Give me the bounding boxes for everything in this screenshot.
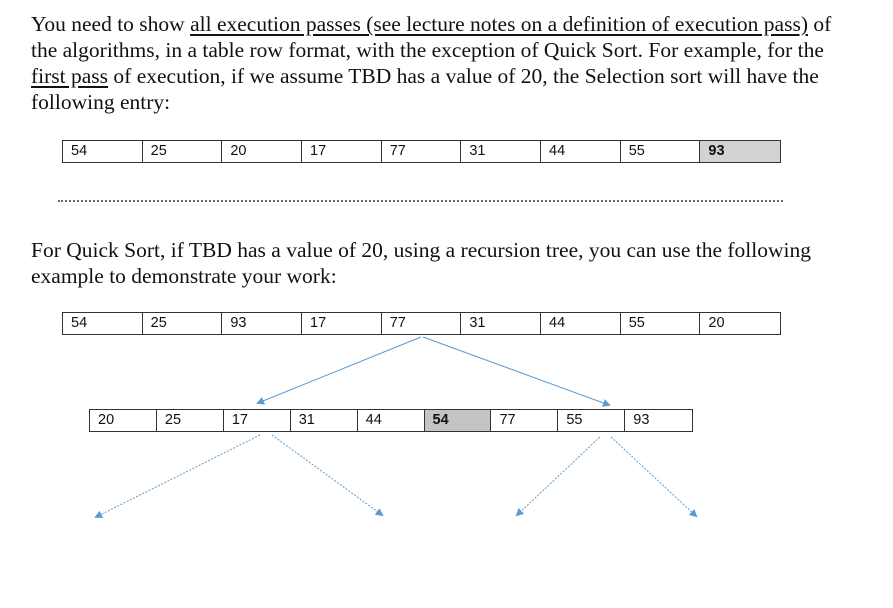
tree-arrow-right [423, 337, 609, 405]
pivot-cell: 54 [425, 410, 492, 431]
array-cell-highlighted: 93 [700, 141, 780, 162]
instructions-text-1: You need to show [31, 12, 191, 36]
selection-sort-row [62, 140, 781, 163]
tree-arrow-left [258, 337, 421, 403]
array-cell: 54 [63, 313, 143, 334]
tree-arrow-dashed [517, 437, 600, 515]
tree-arrow-dashed [272, 435, 382, 515]
array-cell: 25 [143, 313, 223, 334]
array-cell: 54 [63, 141, 143, 162]
array-cell: 17 [224, 410, 291, 431]
array-cell: 31 [461, 313, 541, 334]
instructions-text-3: of execution, if we assume TBD has a value of 20, the Selection sort will have the following entry: [31, 64, 819, 114]
array-cell: 44 [358, 410, 425, 431]
first-pass-underlined: first pass [31, 64, 109, 88]
array-cell: 77 [382, 141, 462, 162]
array-cell: 17 [302, 313, 382, 334]
array-cell: 20 [90, 410, 157, 431]
dotted-separator [58, 200, 783, 202]
quicksort-paragraph: For Quick Sort, if TBD has a value of 20, using a recursion tree, you can use the following example to demonstrate your work: [31, 238, 812, 288]
array-cell: 44 [541, 141, 621, 162]
array-cell: 17 [302, 141, 382, 162]
array-cell: 77 [382, 313, 462, 334]
array-cell: 55 [558, 410, 625, 431]
array-cell: 93 [222, 313, 302, 334]
tree-arrow-dashed [96, 435, 260, 517]
array-cell: 31 [291, 410, 358, 431]
array-cell: 31 [461, 141, 541, 162]
array-cell: 20 [222, 141, 302, 162]
array-cell: 20 [708, 315, 725, 331]
instructions-paragraph [31, 11, 861, 115]
array-cell: 55 [621, 141, 701, 162]
execution-passes-underlined: all execution passes (see lecture notes on a definition of execution pass) [190, 12, 808, 36]
array-cell: 77 [491, 410, 558, 431]
array-cell: 44 [541, 313, 621, 334]
quicksort-input-row [62, 312, 781, 335]
array-cell: 25 [157, 410, 224, 431]
instructions-text-2: of the algorithms, in a table row format, with the exception of Quick Sort. For example, for the [31, 12, 832, 62]
array-cell: 55 [621, 313, 701, 334]
array-cell: 93 [633, 412, 650, 428]
array-cell: 25 [143, 141, 223, 162]
quicksort-partition-row [89, 409, 693, 432]
tree-arrow-dashed [611, 437, 696, 516]
